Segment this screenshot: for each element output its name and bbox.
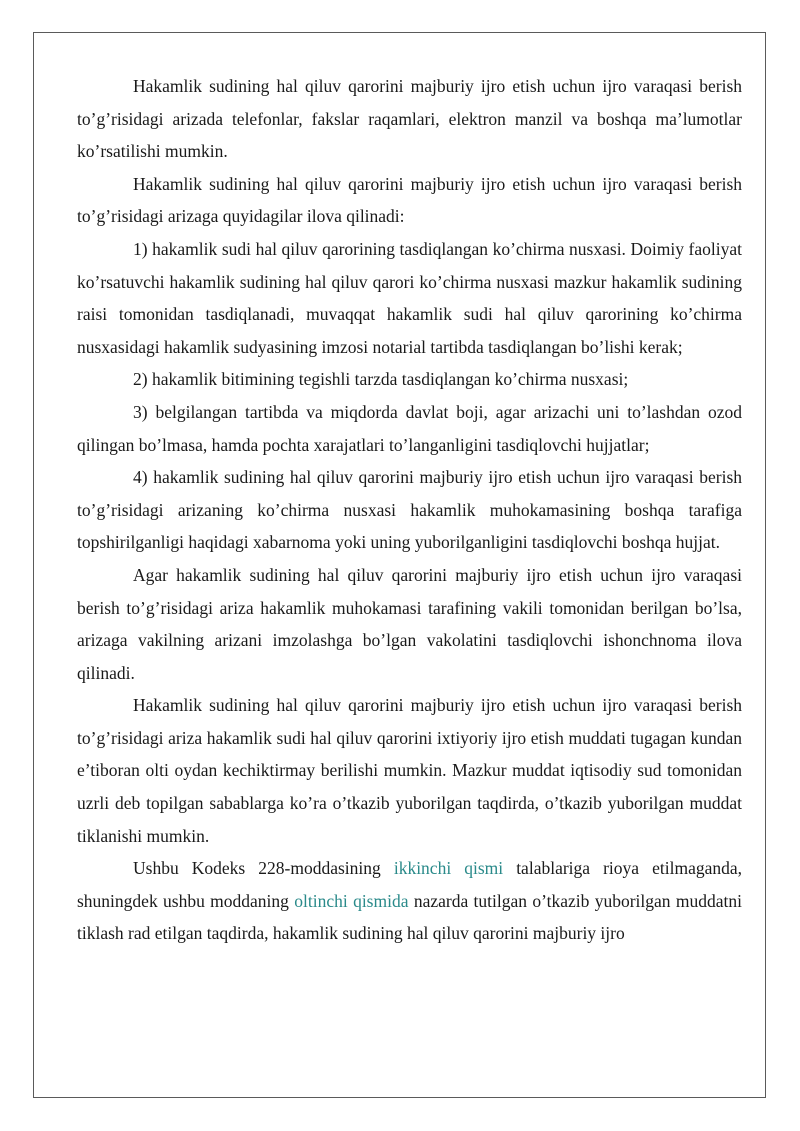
text-segment: Ushbu Kodeks 228-moddasining xyxy=(133,858,394,879)
text-segment: talablariga rioya etilmaganda, shuningdek ushbu moddaning xyxy=(77,858,743,911)
list-item-1: 1) hakamlik sudi hal qiluv qarorining tasdiqlangan ko’chirma nusxasi. Doimiy faoliyat ko’rsatuvchi hakamlik sudining hal qiluv qarori ko’chirma nusxasi mazkur hakamlik sudining raisi tomonidan tasdiqlanadi, muvaqqat hakamlik sudi hal qiluv qarorining ko’chirma nusxasidagi hakamlik sudyasining imzosi notarial tartibda tasdiqlangan bo’lishi kerak; xyxy=(77,238,742,357)
list-item-3: 3) belgilangan tartibda va miqdorda davlat boji, agar arizachi uni to’lashdan ozod qilingan bo’lmasa, hamda pochta xarajatlari to’langanligini tasdiqlovchi hujjatlar; xyxy=(77,401,742,455)
text-segment: nazarda tutilgan o’tkazib yuborilgan muddatni tiklash rad etilgan taqdirda, hakamlik sudining hal qiluv qarorini majburiy ijro xyxy=(77,890,742,944)
link-ikkinchi-qismi[interactable]: ikkinchi qismi xyxy=(393,858,504,879)
paragraph-deadline: Hakamlik sudining hal qiluv qarorini majburiy ijro etish uchun ijro varaqasi berish to’g’risidagi ariza hakamlik sudi hal qiluv qarorini ixtiyoriy ijro etish muddati tugagan kundan e’tiboran olti oydan kechiktirmay berilishi mumkin. Mazkur muddat iqtisodiy sud tomonidan uzrli deb topilgan sabablarga ko’ra o’tkazib yuborilgan taqdirda, o’tkazib yuborilgan muddat tiklanishi mumkin. xyxy=(77,695,742,846)
paragraph-attachments-intro: Hakamlik sudining hal qiluv qarorini majburiy ijro etish uchun ijro varaqasi berish to’g’risidagi arizaga quyidagilar ilova qilinadi: xyxy=(77,173,742,227)
paragraph-representative: Agar hakamlik sudining hal qiluv qarorini majburiy ijro etish uchun ijro varaqasi berish to’g’risidagi ariza hakamlik muhokamasi tarafining vakili tomonidan berilgan bo’lsa, arizaga vakilning arizani imzolashga bo’lgan vakolatini tasdiqlovchi ishonchnoma ilova qilinadi. xyxy=(77,564,742,683)
document-body xyxy=(77,70,742,950)
paragraph-contact-info: Hakamlik sudining hal qiluv qarorini majburiy ijro etish uchun ijro varaqasi berish to’g’risidagi arizada telefonlar, fakslar raqamlari, elektron manzil va boshqa ma’lumotlar ko’rsatilishi mumkin. xyxy=(77,76,742,162)
paragraph-code-reference xyxy=(77,852,742,950)
link-oltinchi-qismida[interactable]: oltinchi qismida xyxy=(294,890,409,911)
list-item-4: 4) hakamlik sudining hal qiluv qarorini majburiy ijro etish uchun ijro varaqasi berish to’g’risidagi arizaning ko’chirma nusxasi hakamlik muhokamasining boshqa tarafiga topshirilganligi haqidagi xabarnoma yoki uning yuborilganligini tasdiqlovchi boshqa hujjat. xyxy=(77,467,742,553)
list-item-2: 2) hakamlik bitimining tegishli tarzda tasdiqlangan ko’chirma nusxasi; xyxy=(133,369,629,390)
